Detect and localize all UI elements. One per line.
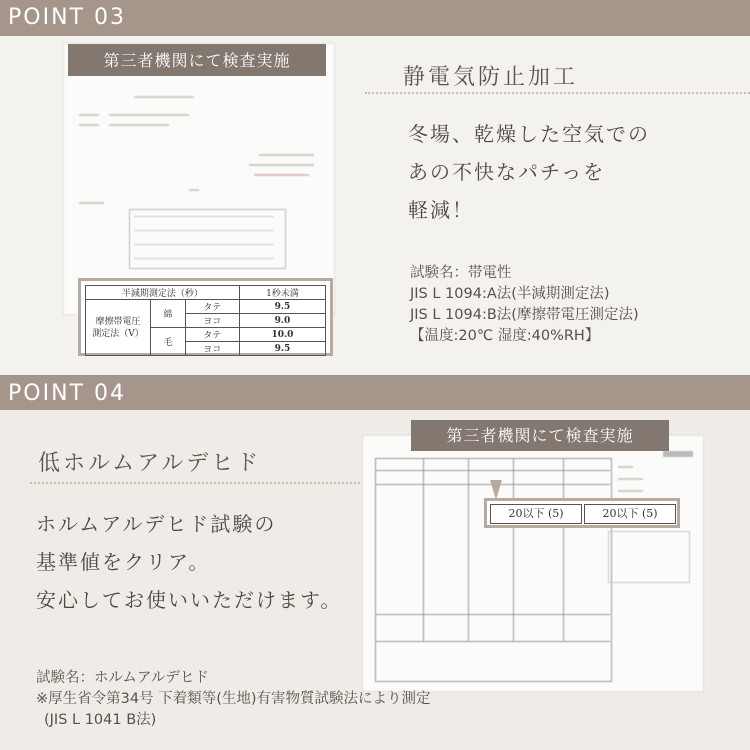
table-value-cell: 9.5 [239, 342, 325, 356]
feature-description [408, 115, 650, 229]
zoom-pointer [490, 480, 520, 500]
description-line: ホルムアルデヒド試験の [36, 512, 277, 536]
test-report-document-03 [63, 43, 335, 315]
test-method-note [410, 263, 639, 347]
table-header-cell: 半減期測定法（秒） [86, 286, 240, 300]
test-note-line: 試験名：帯電性 [410, 265, 512, 281]
table-fiber-cell: 毛 [151, 328, 186, 356]
static-test-table [85, 285, 326, 356]
table-dir-cell: ヨコ [185, 314, 239, 328]
feature-title: 静電気防止加工 [403, 65, 579, 90]
test-method-note [36, 668, 431, 731]
table-fiber-cell: 綿 [151, 300, 186, 328]
description-line: 安心してお使いいただけます。 [36, 588, 343, 612]
pointer-triangle [490, 480, 502, 500]
test-report-document-04 [362, 435, 704, 692]
result-cell: 20以下 (5) [490, 504, 582, 524]
table-dir-cell: タテ [185, 328, 239, 342]
table-value-cell: 10.0 [239, 328, 325, 342]
table-dir-cell: タテ [185, 300, 239, 314]
description-line: 軽減！ [408, 198, 474, 222]
table-value-cell: 9.5 [239, 300, 325, 314]
test-note-line: JIS L 1094:B法(摩擦帯電圧測定法) [410, 307, 639, 323]
table-value-cell: 9.0 [239, 314, 325, 328]
magnified-result-cells [484, 498, 680, 528]
dotted-divider [365, 92, 750, 94]
magnified-result-table [78, 278, 333, 356]
description-line: 冬場、乾燥した空気での [408, 122, 650, 146]
description-line: 基準値をクリア。 [36, 550, 211, 574]
description-line: あの不快なパチっを [408, 160, 606, 184]
test-note-line: (JIS L 1041 B法) [44, 712, 157, 728]
result-cell: 20以下 (5) [584, 504, 676, 524]
feature-title: 低ホルムアルデヒド [38, 451, 262, 476]
test-note-line: ※厚生省令第34号 下着類等(生地)有害物質試験法により測定 [36, 691, 431, 707]
third-party-test-tag: 第三者機関にて検査実施 [411, 420, 669, 451]
feature-description [36, 505, 342, 619]
test-note-line: 試験名：ホルムアルデヒド [36, 670, 209, 686]
table-header-cell: 1秒未満 [239, 286, 325, 300]
table-dir-cell: ヨコ [185, 342, 239, 356]
test-note-line: JIS L 1094:A法(半減期測定法) [410, 286, 610, 302]
point-03-header [0, 0, 750, 36]
point-04-label: POINT 04 [8, 381, 126, 406]
test-note-line: 【温度:20℃ 湿度:40%RH】 [410, 328, 600, 344]
dotted-divider [30, 482, 360, 484]
point-03-label: POINT 03 [8, 5, 126, 30]
table-group-label: 摩擦帯電圧 測定法（V） [86, 300, 151, 356]
point-04-header [0, 375, 750, 410]
third-party-test-tag: 第三者機関にて検査実施 [68, 44, 326, 76]
